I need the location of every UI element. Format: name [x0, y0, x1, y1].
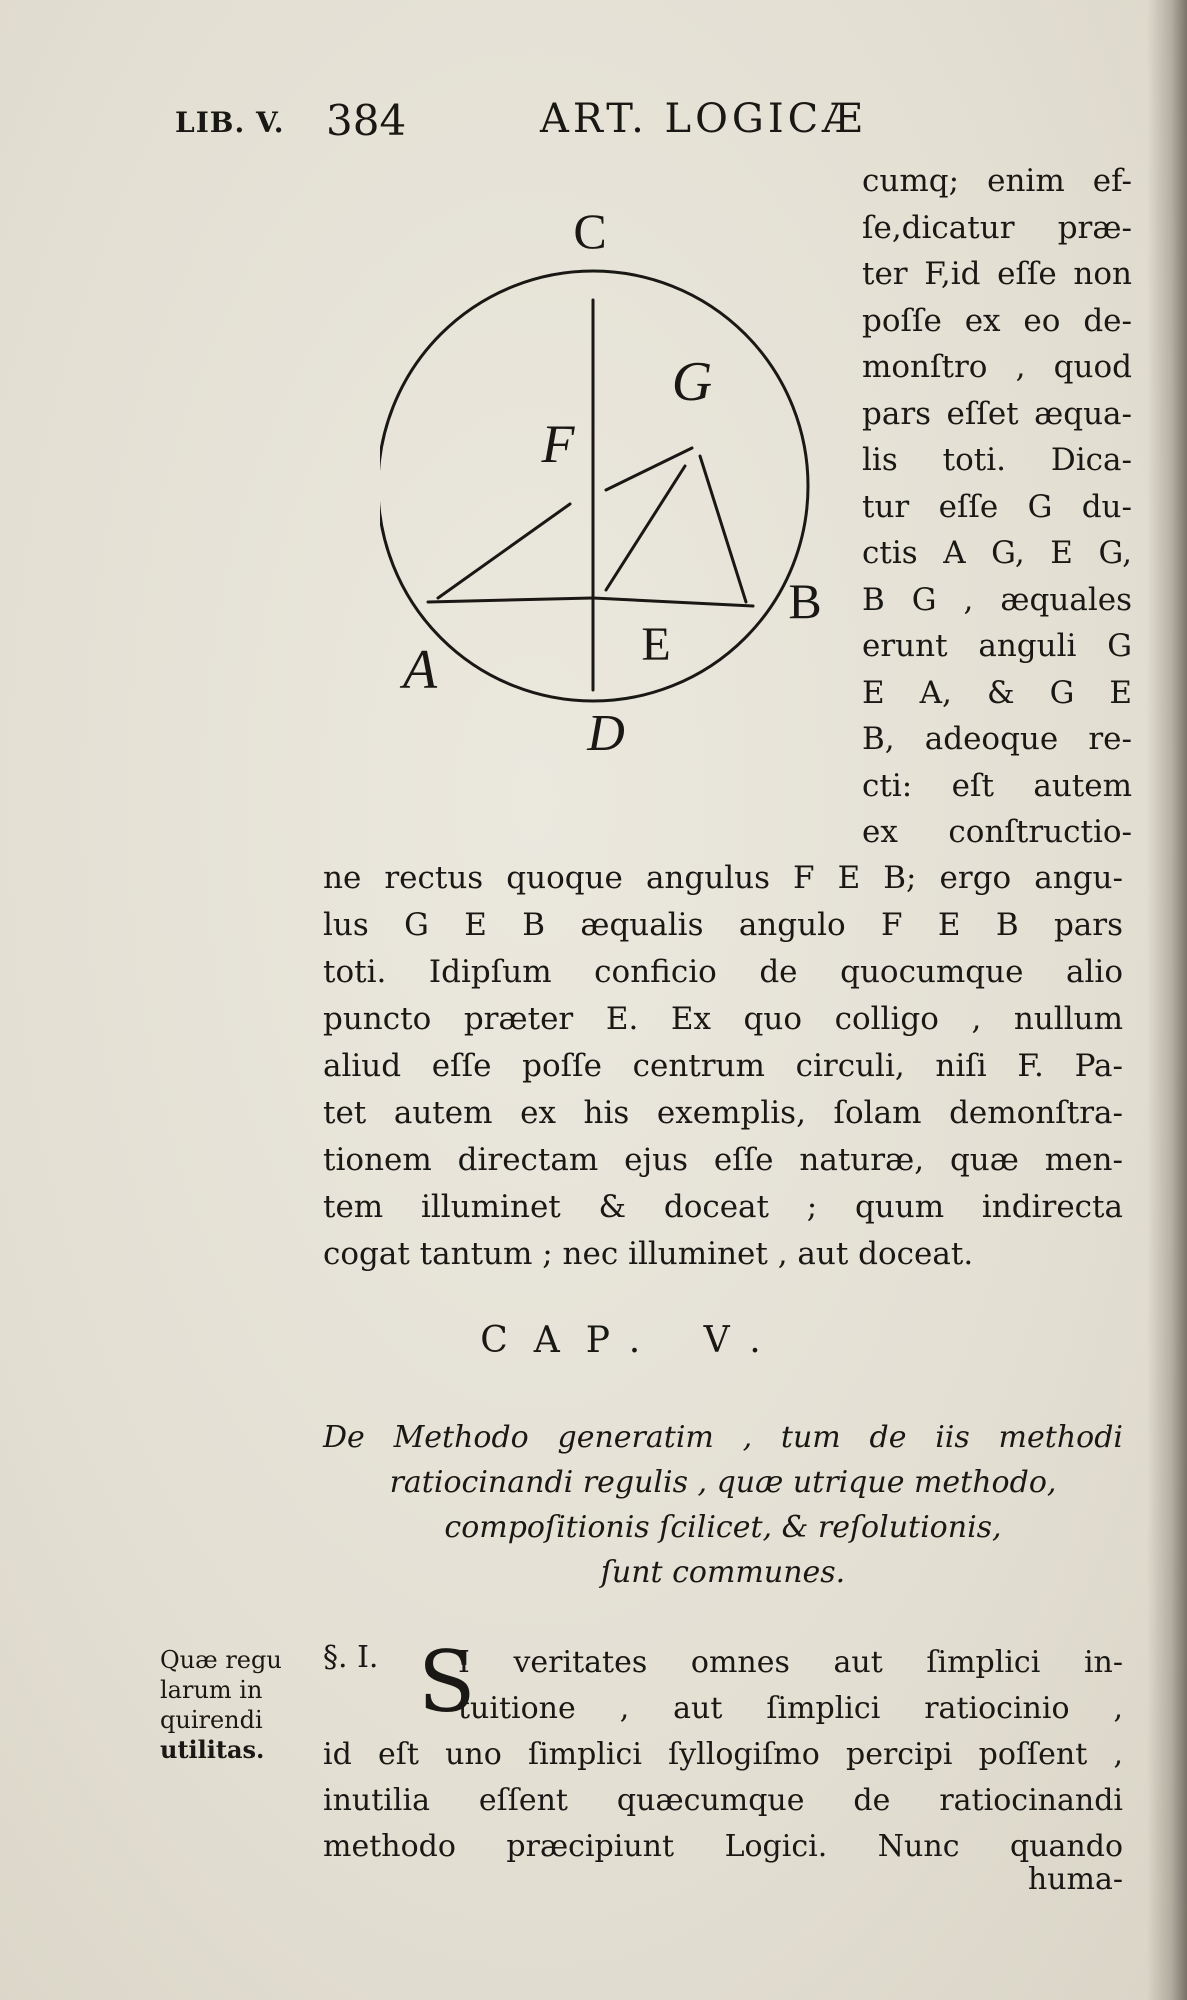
- text-line: lus G E B æqualis angulo F E B pars: [323, 907, 1123, 943]
- label-b: B: [788, 573, 820, 629]
- text-line: tet autem ex his exemplis, ſolam demonſtra-: [323, 1095, 1123, 1131]
- text-line: B, adeoque re-: [862, 721, 1132, 757]
- page-gutter-shadow: [1147, 0, 1187, 2000]
- paragraph-line: id eſt uno ſimplici ſyllogiſmo percipi poſſent ,: [323, 1737, 1123, 1772]
- page-number: 384: [326, 96, 407, 145]
- geometric-figure: [380, 200, 820, 780]
- circle-diagram: [380, 200, 820, 780]
- text-line: ex conſtructio-: [862, 814, 1132, 850]
- running-head: [0, 92, 1187, 152]
- label-d: D: [587, 705, 625, 762]
- body-text: [323, 855, 1123, 1278]
- text-line: tem illuminet & doceat ; quum indirecta: [323, 1189, 1123, 1225]
- text-line: toti. Idipſum conficio de quocumque alio: [323, 954, 1123, 990]
- marginal-line: quirendi: [160, 1706, 263, 1734]
- text-line: tur eſſe G du-: [862, 488, 1132, 525]
- line-a-g: [438, 504, 570, 598]
- text-line: cogat tantum ; nec illuminet , aut doceat.: [323, 1236, 974, 1272]
- text-line: monſtro , quod: [862, 349, 1132, 385]
- marginal-line: larum in: [160, 1676, 263, 1704]
- chapter-summary: [323, 1415, 1123, 1595]
- paragraph-line: inutilia eſſent quæcumque de ratiocinandi: [323, 1783, 1123, 1818]
- text-line: pars eſſet æqua-: [862, 395, 1132, 432]
- label-g: G: [671, 351, 713, 413]
- summary-line: ratiocinandi regulis , quæ utrique methodo,: [389, 1465, 1057, 1500]
- summary-line: compoſitionis ſcilicet, & reſolutionis,: [444, 1510, 1002, 1545]
- line-f-g: [606, 448, 692, 490]
- text-line: puncto præter E. Ex quo colligo , nullum: [323, 1001, 1123, 1037]
- side-column-text: [862, 158, 1132, 856]
- line-e-b: [593, 598, 753, 606]
- label-c: C: [573, 203, 607, 259]
- text-line: ter F,id eſſe non: [862, 256, 1132, 292]
- text-line: ne rectus quoque angulus F E B; ergo angu-: [323, 860, 1123, 896]
- label-a: A: [402, 639, 438, 701]
- drop-cap: S: [418, 1633, 476, 1731]
- running-title: ART. LOGICÆ: [540, 96, 867, 142]
- marginal-line: Quæ regu: [160, 1646, 282, 1674]
- paragraph-line: tuitione , aut ſimplici ratiocinio ,: [458, 1691, 1123, 1726]
- text-line: erunt anguli G: [862, 628, 1132, 664]
- text-line: cumq; enim ef-: [862, 163, 1132, 199]
- text-line: cti: eſt autem: [862, 767, 1132, 804]
- text-line: ctis A G, E G,: [862, 535, 1132, 571]
- summary-line: De Methodo generatim , tum de iis methodi: [323, 1420, 1123, 1455]
- label-f: F: [541, 414, 575, 474]
- text-line: aliud eſſe poſſe centrum circuli, niſi F. Pa-: [323, 1048, 1123, 1084]
- chapter-heading: CAP. V.: [480, 1320, 787, 1361]
- paragraph-line: I veritates omnes aut ſimplici in-: [458, 1645, 1123, 1680]
- text-line: E A, & G E: [862, 674, 1132, 711]
- book-number: LIB. V.: [175, 106, 285, 139]
- text-line: poſſe ex eo de-: [862, 302, 1132, 339]
- summary-line: ſunt communes.: [600, 1555, 846, 1590]
- marginal-line: utilitas.: [160, 1735, 265, 1764]
- catchword: huma-: [1027, 1862, 1123, 1897]
- text-line: B G , æquales: [862, 581, 1132, 618]
- text-line: lis toti. Dica-: [862, 442, 1132, 478]
- label-e: E: [641, 618, 671, 671]
- marginal-note: [160, 1645, 310, 1765]
- section-paragraph: [323, 1633, 1123, 1870]
- text-line: ſe,dicatur præ-: [862, 209, 1132, 246]
- section-mark: §. I.: [323, 1640, 379, 1675]
- line-g-b: [700, 456, 746, 602]
- text-line: tionem directam ejus eſſe naturæ, quæ men-: [323, 1142, 1123, 1178]
- paragraph-line: methodo præcipiunt Logici. Nunc quando: [323, 1829, 1123, 1864]
- line-a-e: [428, 598, 593, 602]
